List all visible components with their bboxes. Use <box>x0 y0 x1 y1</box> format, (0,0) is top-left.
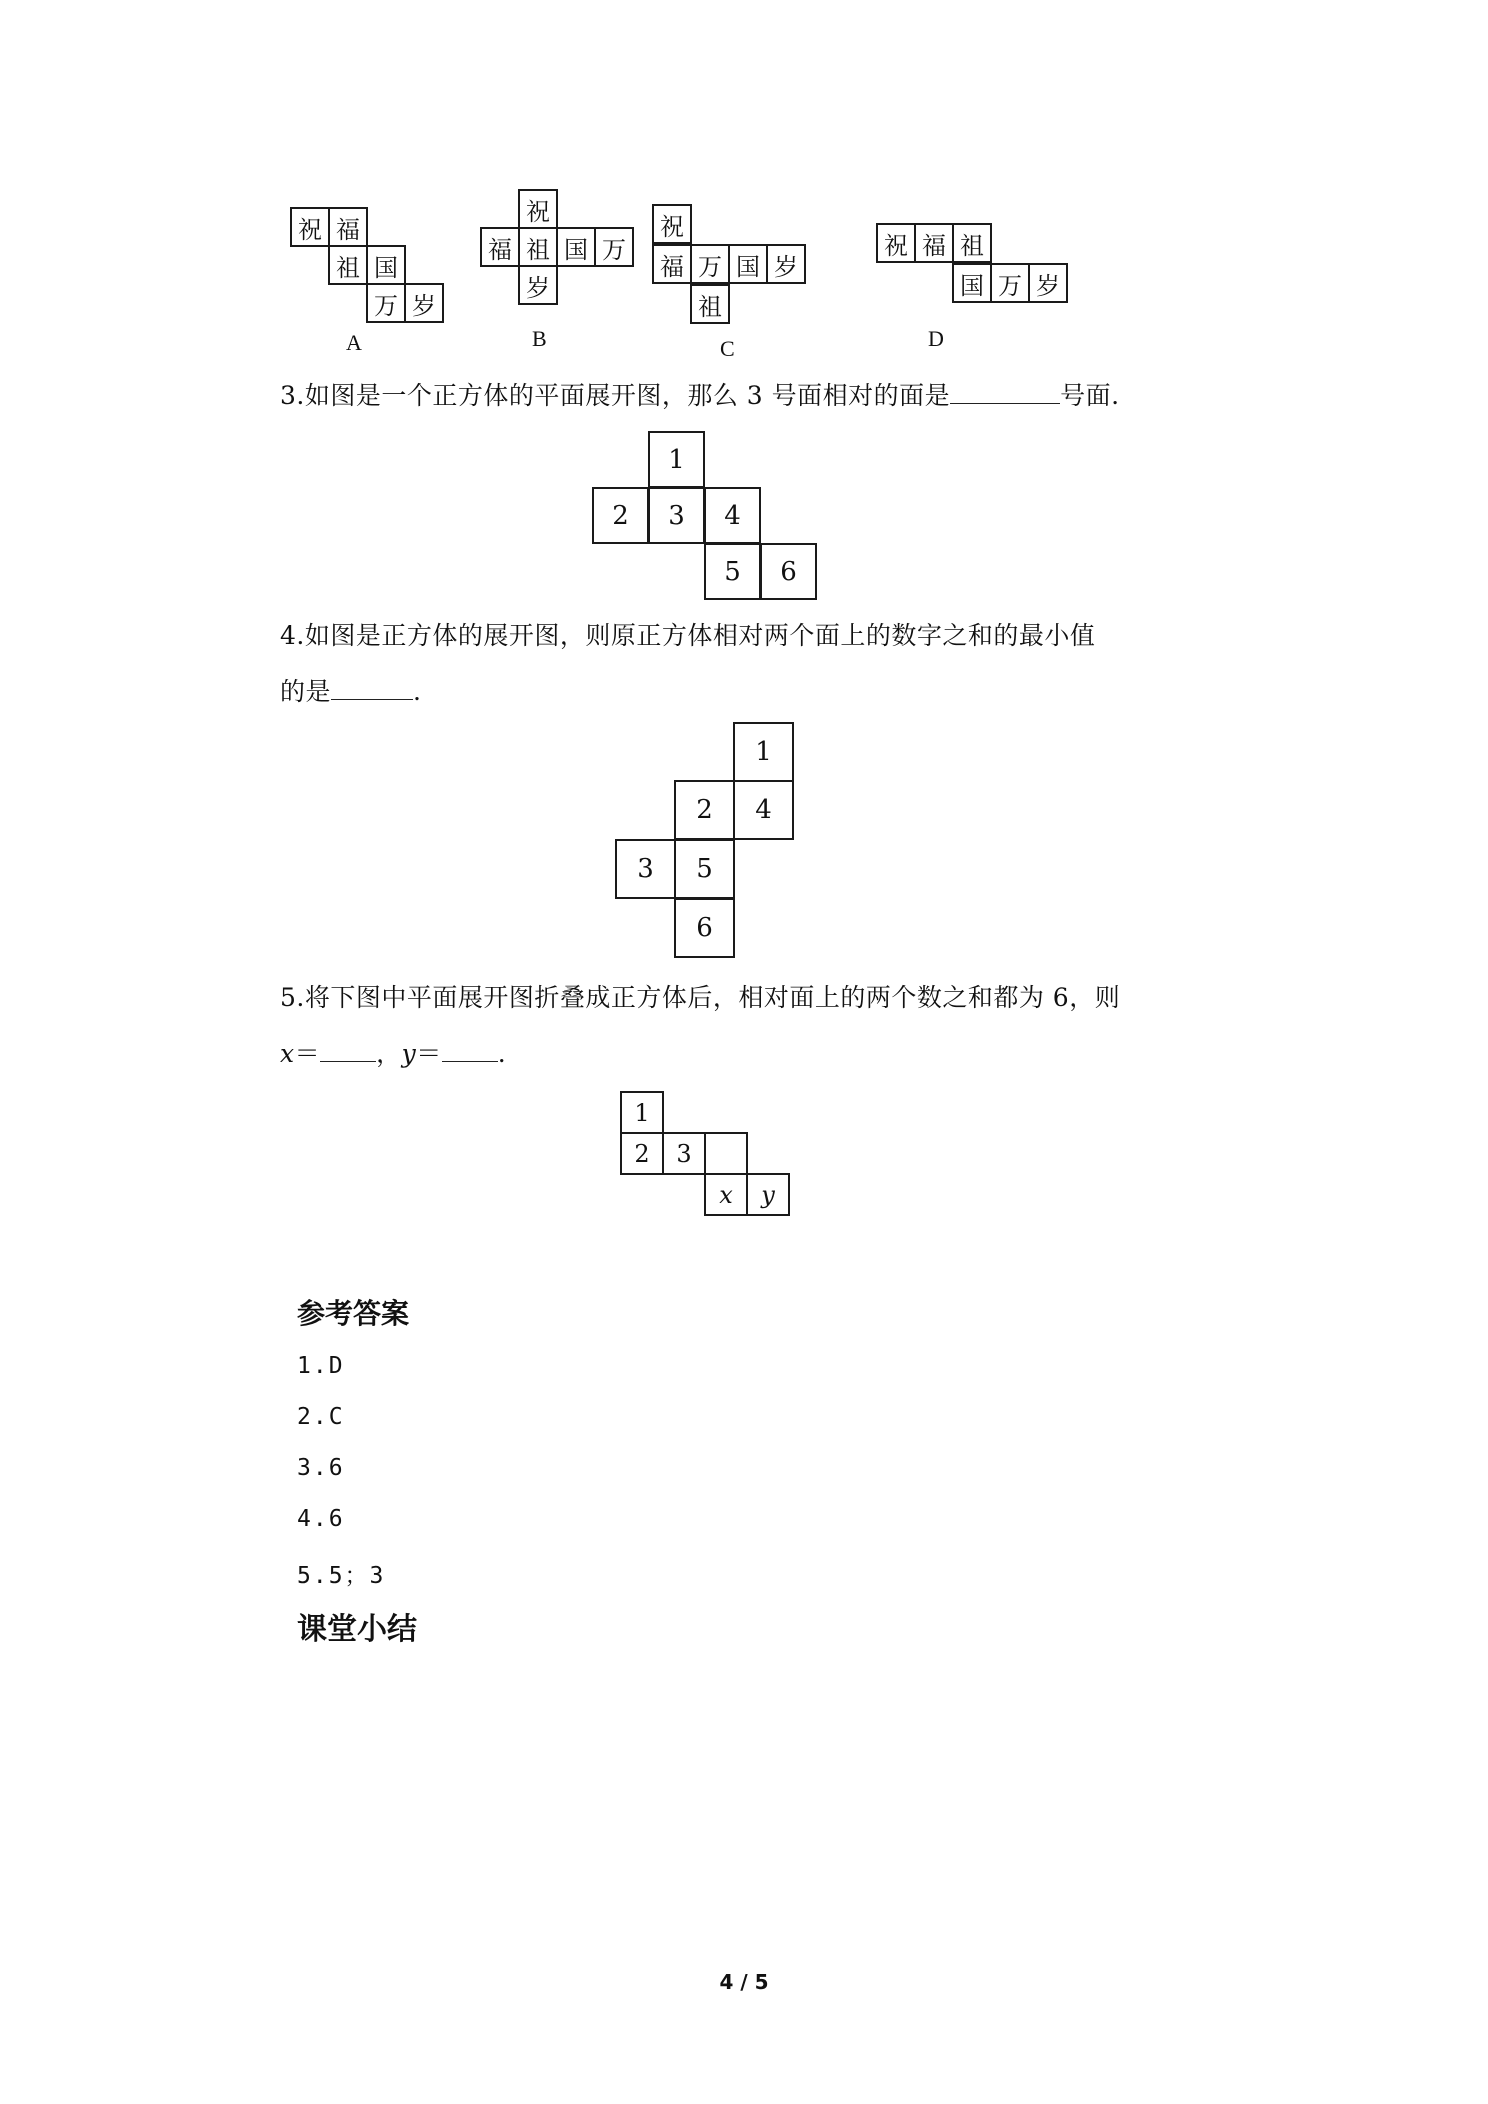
net-cell: 岁 <box>766 244 806 284</box>
net-cell: 万 <box>366 283 406 323</box>
answer-item: 5.5；3 <box>297 1563 386 1589</box>
separator: ， <box>376 1039 402 1068</box>
net-cell: 祖 <box>690 284 730 324</box>
answer-blank <box>331 677 413 700</box>
net-cell: y <box>746 1173 790 1216</box>
net-cell: 万 <box>690 244 730 284</box>
answer-blank <box>320 1039 376 1062</box>
net-cell: x <box>704 1173 748 1216</box>
end-mark: . <box>497 1039 507 1068</box>
net-cell: 祖 <box>952 223 992 263</box>
var-x-label: x <box>280 1039 295 1068</box>
net-cell: 5 <box>704 543 761 600</box>
question-5-line2 <box>280 1026 506 1082</box>
net-cell: 4 <box>704 487 761 544</box>
option-a-label: A <box>346 330 362 355</box>
net-cell: 2 <box>620 1132 664 1175</box>
question-4-text: 的是 <box>280 677 332 706</box>
option-c-label: C <box>720 336 735 361</box>
net-cell: 福 <box>914 223 954 263</box>
net-cell: 国 <box>728 244 768 284</box>
equals-sign: ＝ <box>294 1039 321 1068</box>
answer-blank <box>950 381 1060 404</box>
question-4-line1: 4.如图是正方体的展开图，则原正方体相对两个面上的数字之和的最小值 <box>280 621 1096 650</box>
option-d-label: D <box>928 326 944 351</box>
answers-title: 参考答案 <box>297 1297 410 1330</box>
net-cell: 1 <box>648 431 705 488</box>
net-cell: 1 <box>733 722 794 782</box>
net-cell: 4 <box>733 780 794 840</box>
answer-item: 3.6 <box>297 1455 345 1481</box>
summary-title: 课堂小结 <box>297 1612 417 1647</box>
net-cell: 岁 <box>404 283 444 323</box>
net-cell: 祝 <box>518 189 558 229</box>
net-cell: 福 <box>652 244 692 284</box>
net-cell: 岁 <box>518 265 558 305</box>
net-cell: 国 <box>952 263 992 303</box>
net-cell: 3 <box>615 839 676 899</box>
net-cell: 福 <box>328 207 368 247</box>
net-cell: 万 <box>594 227 634 267</box>
net-cell <box>704 1132 748 1175</box>
net-cell: 祖 <box>518 227 558 267</box>
net-cell: 6 <box>674 898 735 958</box>
net-cell: 祝 <box>876 223 916 263</box>
question-3 <box>280 368 1120 424</box>
question-4-line2 <box>280 664 421 720</box>
net-cell: 1 <box>620 1091 664 1134</box>
net-cell: 6 <box>760 543 817 600</box>
question-5-line1: 5.将下图中平面展开图折叠成正方体后，相对面上的两个数之和都为 6，则 <box>280 983 1121 1012</box>
question-4-suffix: . <box>413 677 422 706</box>
net-cell: 2 <box>674 780 735 840</box>
net-cell: 万 <box>990 263 1030 303</box>
net-cell: 国 <box>556 227 596 267</box>
net-cell: 国 <box>366 245 406 285</box>
net-cell: 祖 <box>328 245 368 285</box>
net-cell: 福 <box>480 227 520 267</box>
net-cell: 岁 <box>1028 263 1068 303</box>
net-cell: 5 <box>674 839 735 899</box>
net-cell: 祝 <box>290 207 330 247</box>
option-b-label: B <box>532 326 547 351</box>
question-3-suffix: 号面. <box>1060 381 1120 410</box>
net-cell: 3 <box>662 1132 706 1175</box>
net-cell: 3 <box>648 487 705 544</box>
net-cell: 祝 <box>652 204 692 244</box>
page-number: 4 / 5 <box>719 1970 769 1994</box>
var-y-label: y <box>401 1039 417 1068</box>
net-cell: 2 <box>592 487 649 544</box>
equals-sign: ＝ <box>416 1039 442 1068</box>
answer-item: 2.C <box>297 1404 345 1430</box>
question-3-text: 3.如图是一个正方体的平面展开图，那么 3 号面相对的面是 <box>280 381 951 410</box>
answer-item: 4.6 <box>297 1506 345 1532</box>
answer-item: 1.D <box>297 1353 345 1379</box>
answer-blank <box>442 1039 498 1062</box>
